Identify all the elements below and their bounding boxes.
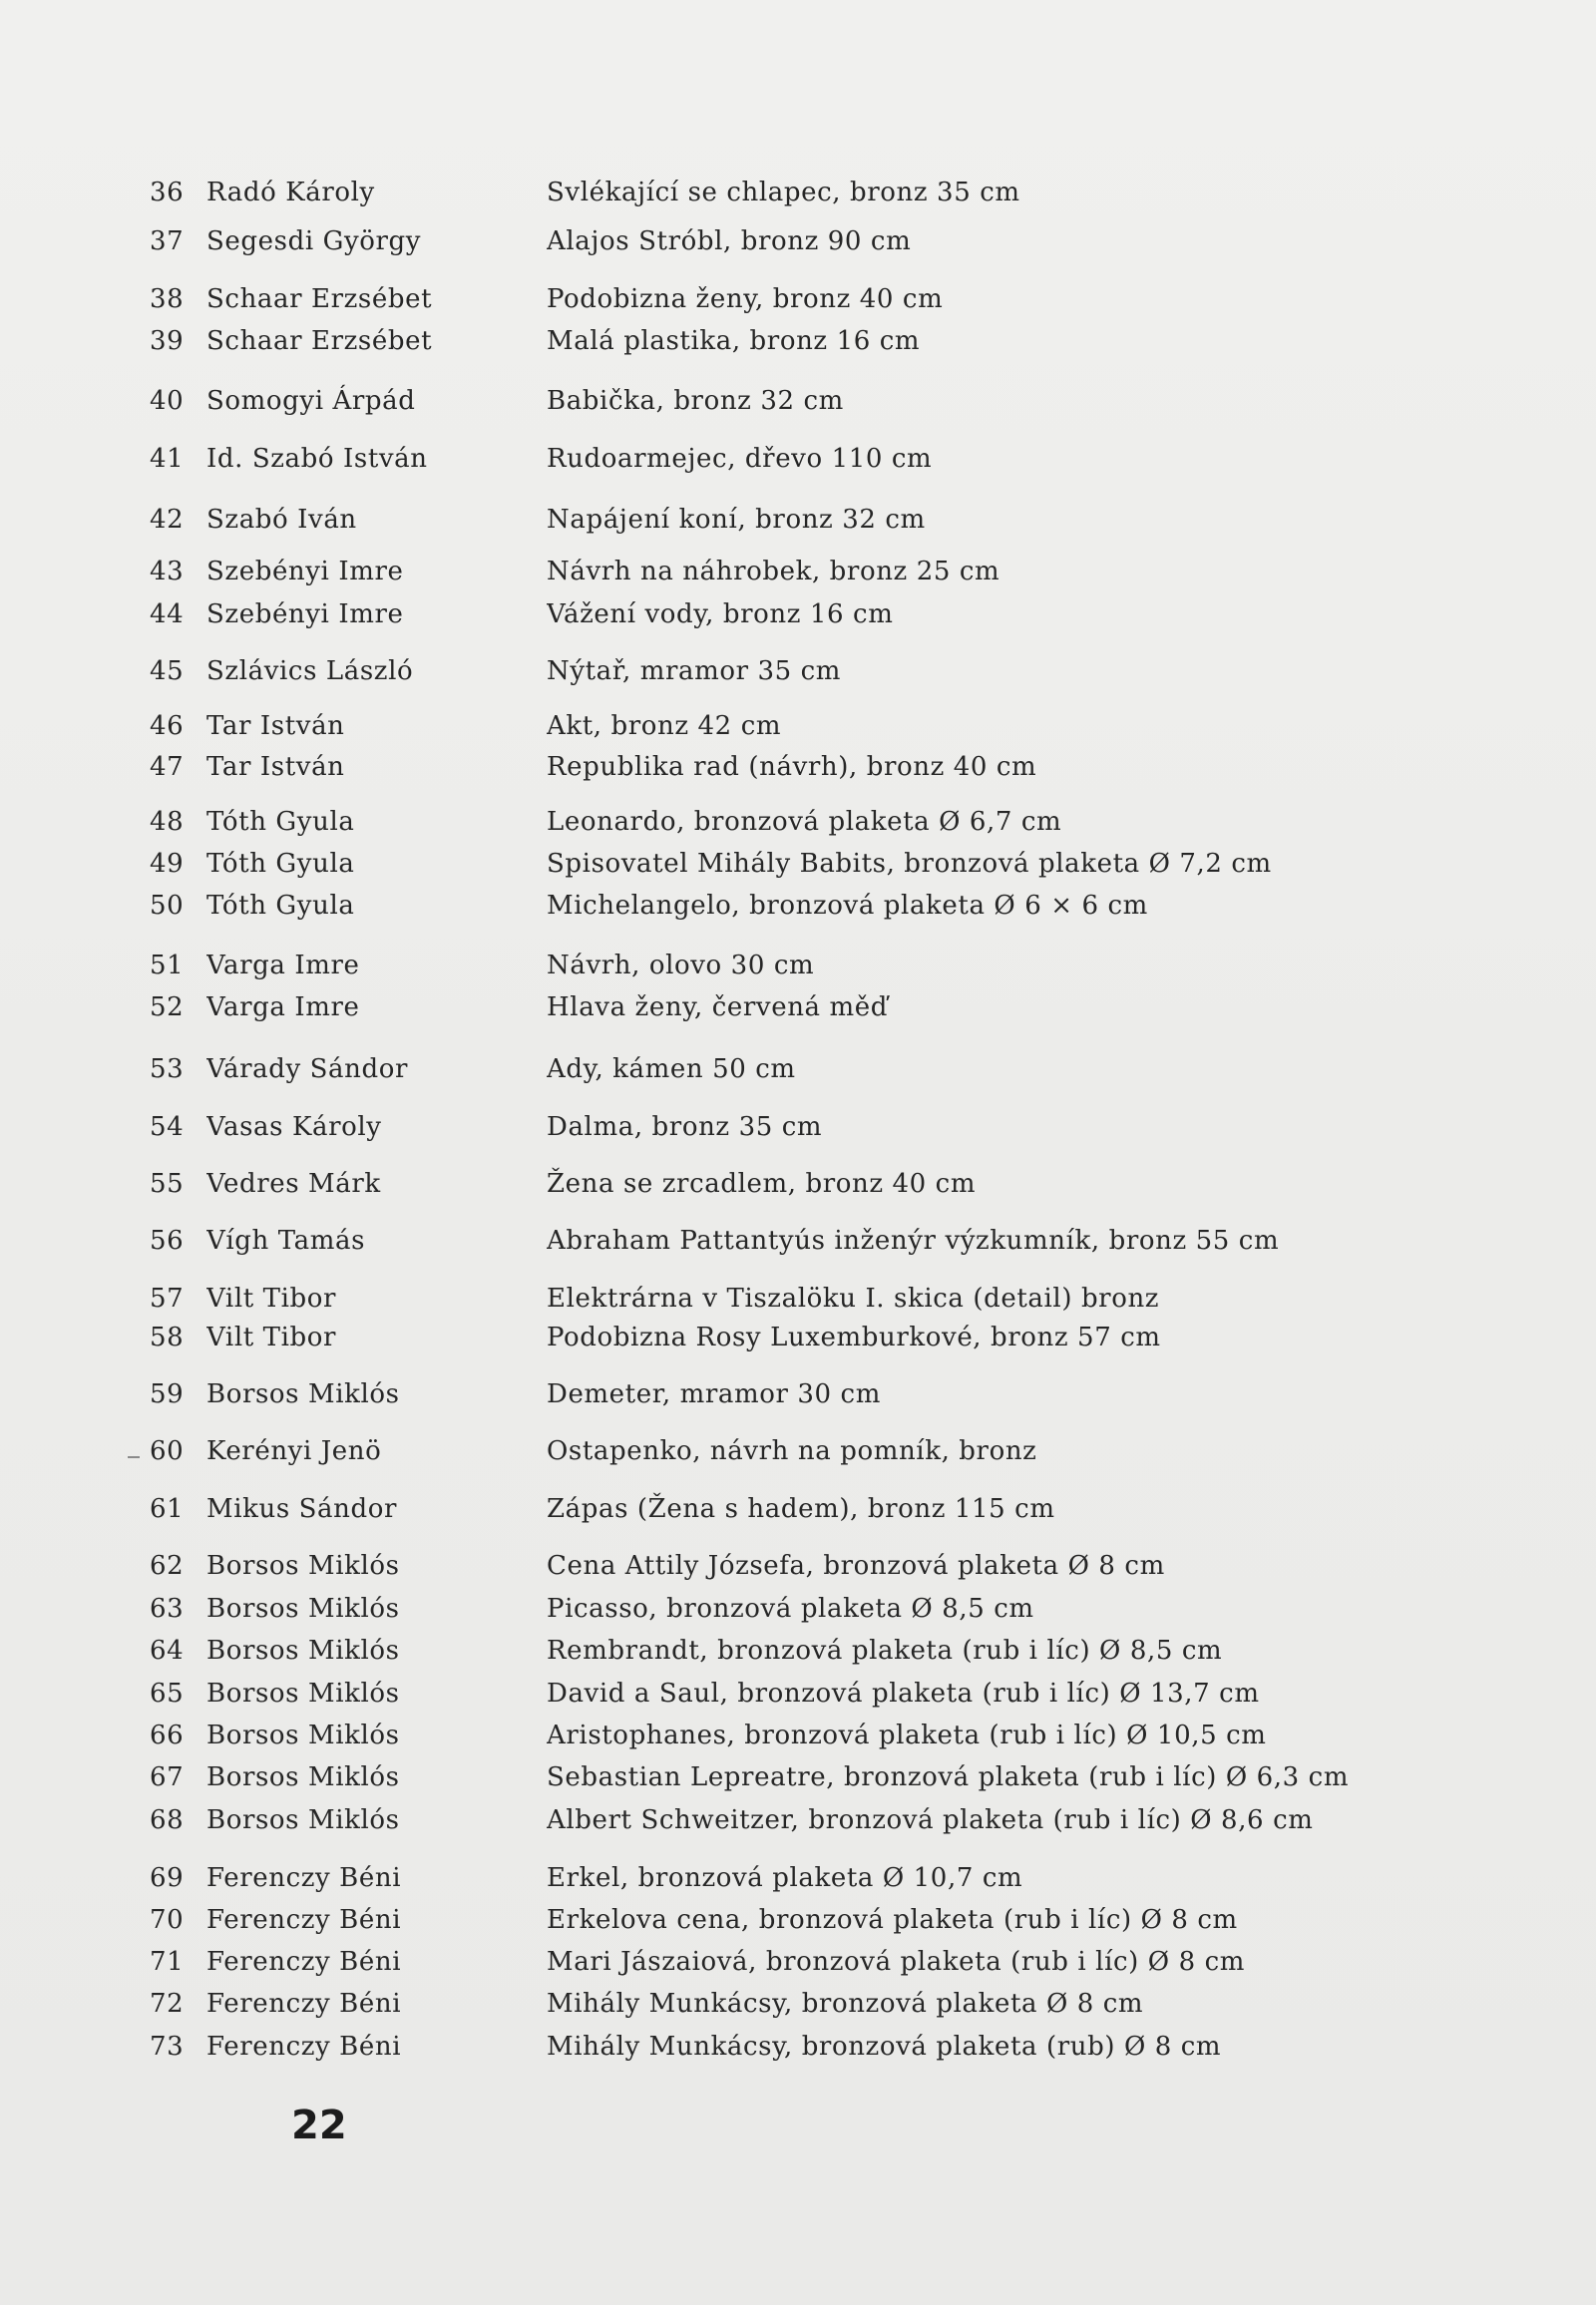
entry-number: 45 [150, 656, 185, 686]
catalog-entry [0, 1375, 1596, 1413]
entry-number: 59 [150, 1379, 185, 1409]
entry-number: 44 [150, 599, 185, 629]
catalog-entry [0, 988, 1596, 1026]
entry-work: Elektrárna v Tiszalöku I. skica (detail) bronz [547, 1284, 1160, 1314]
entry-number: 67 [150, 1762, 185, 1792]
entry-work: Spisovatel Mihály Babits, bronzová plaketa Ø 7,2 cm [547, 849, 1272, 879]
entry-work: Ady, kámen 50 cm [547, 1054, 796, 1084]
entry-work: Rudoarmejec, dřevo 110 cm [547, 444, 933, 474]
entry-artist: Szlávics László [206, 656, 414, 686]
entry-number: 70 [150, 1905, 185, 1935]
entry-number: 57 [150, 1284, 185, 1314]
entry-artist: Tóth Gyula [206, 891, 355, 921]
entry-number: 72 [150, 1989, 185, 2019]
catalog-entry [0, 1222, 1596, 1260]
catalog-entry [0, 1717, 1596, 1754]
catalog-entry [0, 222, 1596, 260]
entry-artist: Ferenczy Béni [206, 1905, 402, 1935]
entry-number: 56 [150, 1226, 185, 1256]
entry-work: Cena Attily Józsefa, bronzová plaketa Ø 8 cm [547, 1551, 1165, 1581]
entry-work: Abraham Pattantyús inženýr výzkumník, bronz 55 cm [547, 1226, 1280, 1256]
catalog-entry [0, 1490, 1596, 1528]
entry-artist: Radó Károly [206, 178, 375, 207]
catalog-entry [0, 1632, 1596, 1670]
entry-work: Dalma, bronz 35 cm [547, 1112, 823, 1142]
entry-number: 38 [150, 284, 185, 314]
catalog-entry [0, 947, 1596, 984]
margin-mark [128, 1456, 140, 1458]
entry-artist: Vasas Károly [206, 1112, 382, 1142]
entry-artist: Szebényi Imre [206, 557, 404, 586]
page-number: 22 [291, 2103, 347, 2148]
entry-work: Ostapenko, návrh na pomník, bronz [547, 1436, 1037, 1466]
catalog-entry [0, 1985, 1596, 2023]
catalog-entry [0, 2028, 1596, 2066]
catalog-entry [0, 887, 1596, 925]
entry-artist: Varga Imre [206, 951, 360, 980]
entry-number: 58 [150, 1323, 185, 1352]
entry-number: 68 [150, 1805, 185, 1835]
catalog-entry [0, 1165, 1596, 1203]
entry-work: Napájení koní, bronz 32 cm [547, 505, 926, 535]
entry-work: Podobizna ženy, bronz 40 cm [547, 284, 944, 314]
entry-number: 53 [150, 1054, 185, 1084]
catalog-entry [0, 1859, 1596, 1897]
entry-number: 71 [150, 1947, 185, 1977]
catalog-entry [0, 440, 1596, 478]
entry-artist: Borsos Miklós [206, 1594, 400, 1624]
entry-work: Leonardo, bronzová plaketa Ø 6,7 cm [547, 807, 1062, 837]
entry-artist: Mikus Sándor [206, 1494, 398, 1524]
entry-artist: Tóth Gyula [206, 807, 355, 837]
entry-artist: Ferenczy Béni [206, 2032, 402, 2062]
entry-work: Mihály Munkácsy, bronzová plaketa Ø 8 cm [547, 1989, 1144, 2019]
entry-artist: Ferenczy Béni [206, 1863, 402, 1893]
catalog-entry [0, 1319, 1596, 1356]
entry-work: Albert Schweitzer, bronzová plaketa (rub i líc) Ø 8,6 cm [547, 1805, 1314, 1835]
entry-artist: Várady Sándor [206, 1054, 409, 1084]
entry-number: 37 [150, 226, 185, 256]
entry-work: Akt, bronz 42 cm [547, 711, 782, 741]
entry-artist: Tar István [206, 752, 345, 782]
catalog-entry [0, 1432, 1596, 1470]
entry-artist: Varga Imre [206, 992, 360, 1022]
entry-artist: Ferenczy Béni [206, 1989, 402, 2019]
entry-work: Alajos Stróbl, bronz 90 cm [547, 226, 912, 256]
catalog-entry [0, 748, 1596, 786]
entry-work: Demeter, mramor 30 cm [547, 1379, 881, 1409]
entry-work: Aristophanes, bronzová plaketa (rub i líc) Ø 10,5 cm [547, 1721, 1267, 1750]
entry-number: 66 [150, 1721, 185, 1750]
entry-number: 62 [150, 1551, 185, 1581]
catalog-entry [0, 322, 1596, 360]
entry-work: Republika rad (návrh), bronz 40 cm [547, 752, 1037, 782]
entry-work: Sebastian Lepreatre, bronzová plaketa (rub i líc) Ø 6,3 cm [547, 1762, 1350, 1792]
entry-number: 73 [150, 2032, 185, 2062]
entry-artist: Vedres Márk [206, 1169, 381, 1199]
catalog-entry [0, 382, 1596, 420]
entry-work: Michelangelo, bronzová plaketa Ø 6 × 6 cm [547, 891, 1148, 921]
entry-number: 36 [150, 178, 185, 207]
entry-work: Návrh, olovo 30 cm [547, 951, 815, 980]
catalog-entry [0, 1280, 1596, 1318]
entry-artist: Borsos Miklós [206, 1679, 400, 1709]
entry-work: Mihály Munkácsy, bronzová plaketa (rub) Ø 8 cm [547, 2032, 1222, 2062]
catalog-entry [0, 803, 1596, 841]
entry-number: 39 [150, 326, 185, 356]
entry-artist: Szebényi Imre [206, 599, 404, 629]
entry-number: 40 [150, 386, 185, 416]
entry-work: David a Saul, bronzová plaketa (rub i líc) Ø 13,7 cm [547, 1679, 1260, 1709]
entry-number: 42 [150, 505, 185, 535]
entry-artist: Vígh Tamás [206, 1226, 366, 1256]
entry-artist: Vilt Tibor [206, 1284, 337, 1314]
entry-artist: Tóth Gyula [206, 849, 355, 879]
catalog-entry [0, 553, 1596, 590]
entry-artist: Vilt Tibor [206, 1323, 337, 1352]
entry-work: Podobizna Rosy Luxemburkové, bronz 57 cm [547, 1323, 1161, 1352]
entry-number: 63 [150, 1594, 185, 1624]
entry-number: 69 [150, 1863, 185, 1893]
catalog-entry [0, 845, 1596, 883]
entry-work: Malá plastika, bronz 16 cm [547, 326, 921, 356]
entry-work: Picasso, bronzová plaketa Ø 8,5 cm [547, 1594, 1034, 1624]
entry-artist: Borsos Miklós [206, 1551, 400, 1581]
catalog-entry [0, 1590, 1596, 1628]
catalog-entry [0, 1675, 1596, 1713]
entry-work: Návrh na náhrobek, bronz 25 cm [547, 557, 1000, 586]
catalog-entry [0, 174, 1596, 211]
entry-artist: Schaar Erzsébet [206, 284, 433, 314]
entry-artist: Borsos Miklós [206, 1762, 400, 1792]
entry-number: 52 [150, 992, 185, 1022]
entry-number: 50 [150, 891, 185, 921]
entry-number: 51 [150, 951, 185, 980]
entry-work: Vážení vody, bronz 16 cm [547, 599, 894, 629]
catalog-entry [0, 1943, 1596, 1981]
entry-artist: Kerényi Jenö [206, 1436, 382, 1466]
catalog-entry [0, 501, 1596, 539]
entry-work: Žena se zrcadlem, bronz 40 cm [547, 1169, 977, 1199]
entry-number: 48 [150, 807, 185, 837]
entry-artist: Szabó Iván [206, 505, 357, 535]
entry-artist: Borsos Miklós [206, 1636, 400, 1666]
catalog-entry [0, 1901, 1596, 1939]
entry-work: Zápas (Žena s hadem), bronz 115 cm [547, 1494, 1055, 1524]
entry-work: Babička, bronz 32 cm [547, 386, 844, 416]
entry-number: 65 [150, 1679, 185, 1709]
entry-number: 60 [150, 1436, 185, 1466]
catalog-entry [0, 280, 1596, 318]
entry-number: 55 [150, 1169, 185, 1199]
entry-work: Erkelova cena, bronzová plaketa (rub i líc) Ø 8 cm [547, 1905, 1238, 1935]
entry-work: Hlava ženy, červená měď [547, 992, 888, 1022]
entry-artist: Id. Szabó István [206, 444, 428, 474]
entry-artist: Somogyi Árpád [206, 386, 416, 416]
entry-artist: Ferenczy Béni [206, 1947, 402, 1977]
entry-work: Mari Jászaiová, bronzová plaketa (rub i líc) Ø 8 cm [547, 1947, 1245, 1977]
entry-artist: Borsos Miklós [206, 1721, 400, 1750]
catalog-entry [0, 1801, 1596, 1839]
entry-work: Nýtař, mramor 35 cm [547, 656, 842, 686]
catalog-entry [0, 595, 1596, 633]
catalog-entry [0, 1758, 1596, 1796]
catalog-entry [0, 1547, 1596, 1585]
entry-number: 47 [150, 752, 185, 782]
entry-artist: Segesdi György [206, 226, 422, 256]
entry-work: Rembrandt, bronzová plaketa (rub i líc) Ø 8,5 cm [547, 1636, 1223, 1666]
entry-work: Erkel, bronzová plaketa Ø 10,7 cm [547, 1863, 1023, 1893]
entry-number: 41 [150, 444, 185, 474]
entry-artist: Borsos Miklós [206, 1379, 400, 1409]
entry-artist: Borsos Miklós [206, 1805, 400, 1835]
entry-number: 49 [150, 849, 185, 879]
catalog-entry [0, 707, 1596, 745]
entry-artist: Tar István [206, 711, 345, 741]
entry-number: 64 [150, 1636, 185, 1666]
catalog-entry [0, 1108, 1596, 1146]
entry-number: 54 [150, 1112, 185, 1142]
entry-artist: Schaar Erzsébet [206, 326, 433, 356]
catalog-entry [0, 652, 1596, 690]
entry-number: 46 [150, 711, 185, 741]
catalog-entry [0, 1050, 1596, 1088]
entry-number: 43 [150, 557, 185, 586]
entry-work: Svlékající se chlapec, bronz 35 cm [547, 178, 1020, 207]
entry-number: 61 [150, 1494, 185, 1524]
